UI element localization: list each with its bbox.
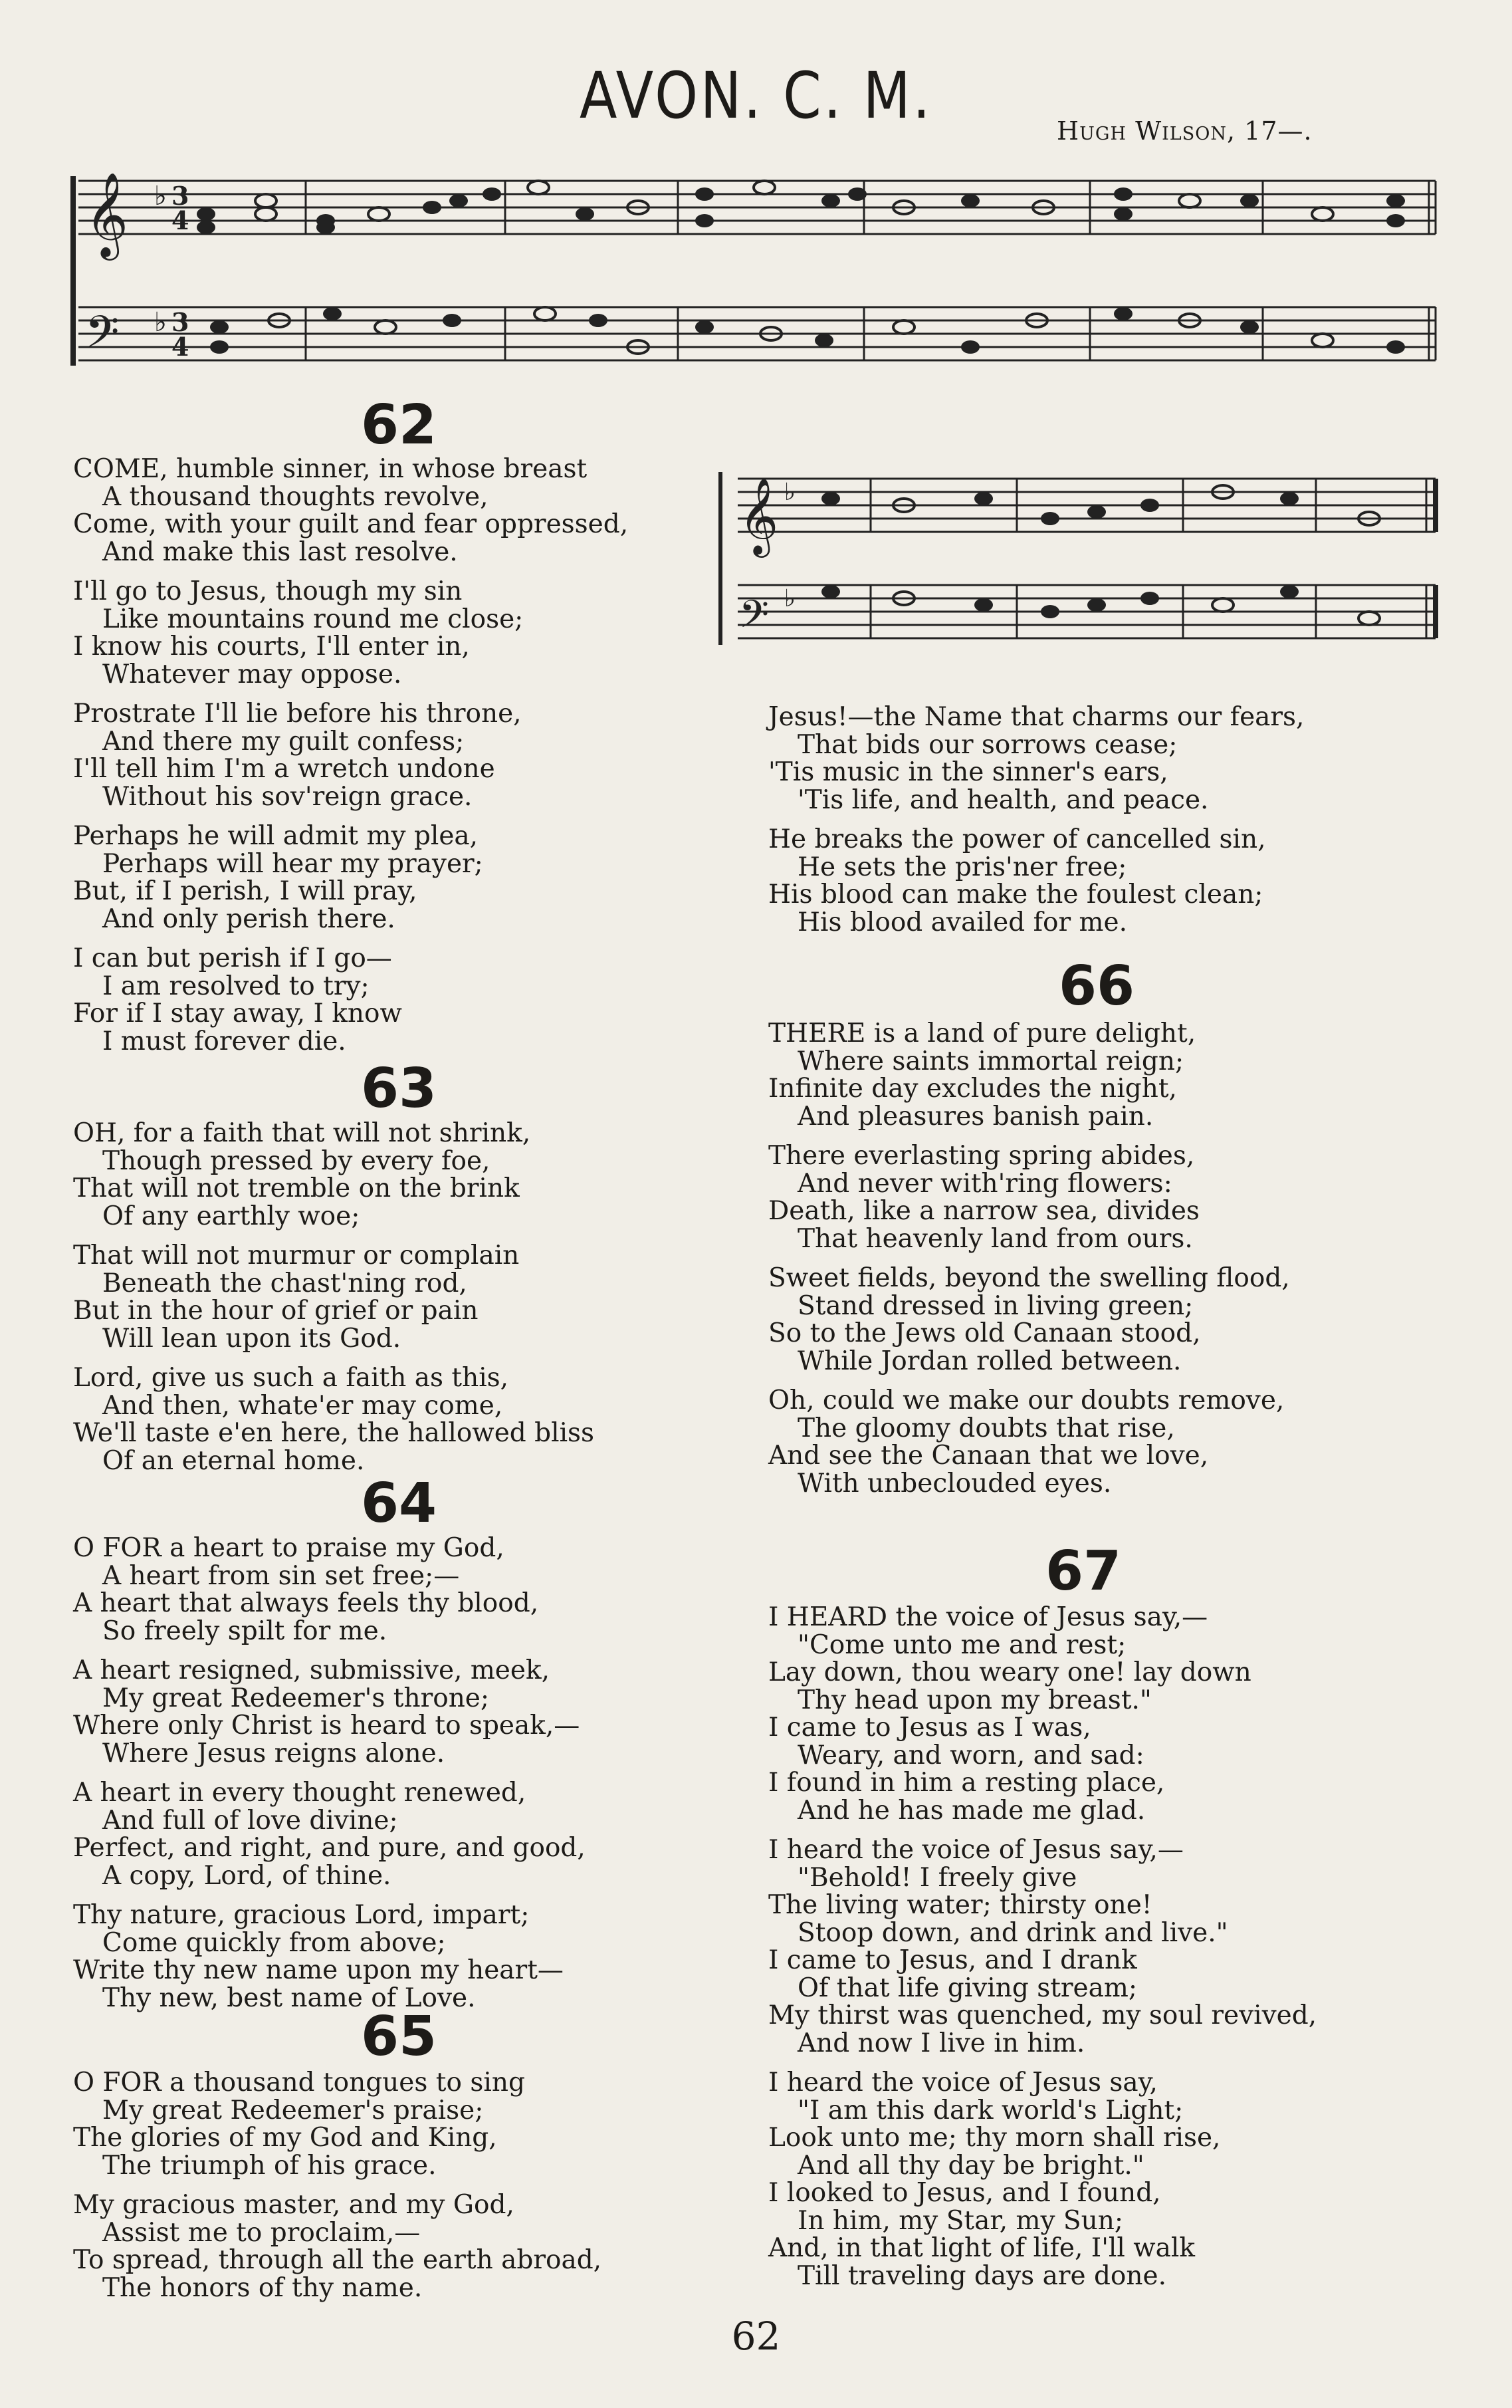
line: Stand dressed in living green;: [798, 1290, 1194, 1321]
line: Write thy new name upon my heart—: [73, 1955, 564, 1985]
line: Of any earthly woe;: [102, 1201, 360, 1231]
line: So to the Jews old Canaan stood,: [768, 1318, 1201, 1348]
line: And make this last resolve.: [102, 537, 458, 567]
svg-text:♭: ♭: [154, 181, 167, 211]
line: And never with'ring flowers:: [798, 1168, 1172, 1199]
line: That bids our sorrows cease;: [798, 729, 1178, 760]
line: Thy nature, gracious Lord, impart;: [73, 1900, 530, 1930]
stanza: [768, 1264, 1473, 1375]
line: And, in that light of life, I'll walk: [768, 2233, 1196, 2263]
line: And pleasures banish pain.: [798, 1101, 1154, 1132]
stanza: [768, 1604, 1473, 1824]
stanza: [73, 455, 711, 566]
line: Thy head upon my breast.": [798, 1685, 1152, 1715]
line: That heavenly land from ours.: [798, 1223, 1193, 1254]
hymn-65-part1: [73, 2069, 711, 2314]
line: That will not tremble on the brink: [73, 1173, 520, 1203]
line: Though pressed by every foe,: [102, 1145, 490, 1176]
hymn-62: [73, 455, 711, 1067]
line: But in the hour of grief or pain: [73, 1296, 479, 1326]
line: Of that life giving stream;: [798, 1973, 1137, 2003]
line: His blood can make the foulest clean;: [768, 880, 1263, 909]
stanza: [73, 1657, 711, 1767]
hymn-number-65: 65: [360, 2005, 437, 2068]
stanza: [73, 2191, 711, 2302]
stanza: [73, 1779, 711, 1889]
line: A heart from sin set free;—: [102, 1560, 460, 1591]
line: And there my guilt confess;: [102, 726, 465, 757]
line: Prostrate I'll lie before his throne,: [73, 699, 522, 729]
line: Where Jesus reigns alone.: [102, 1738, 445, 1768]
line: I am resolved to try;: [102, 971, 370, 1001]
line: I heard the voice of Jesus say,: [768, 2068, 1158, 2098]
line: And he has made me glad.: [798, 1795, 1146, 1826]
line: Thy new, best name of Love.: [102, 1983, 476, 2013]
line: Of an eternal home.: [102, 1445, 365, 1476]
line: Sweet fields, beyond the swelling flood,: [768, 1263, 1290, 1293]
line: I'll go to Jesus, though my sin: [73, 576, 463, 606]
svg-text:♭: ♭: [784, 585, 796, 612]
stanza: [73, 2069, 711, 2179]
svg-text:3: 3: [171, 307, 189, 337]
svg-text:4: 4: [171, 332, 189, 362]
line: A heart resigned, submissive, meek,: [73, 1655, 550, 1685]
line: I found in him a resting place,: [768, 1768, 1165, 1798]
music-score-continuation: [718, 452, 1462, 665]
line: So freely spilt for me.: [102, 1616, 387, 1646]
line: We'll taste e'en here, the hallowed bliss: [73, 1418, 595, 1448]
stanza: [768, 703, 1473, 814]
line: There everlasting spring abides,: [768, 1141, 1195, 1171]
svg-text:𝄢: 𝄢: [85, 306, 120, 368]
line: But, if I perish, I will pray,: [73, 876, 417, 906]
line: A heart that always feels thy blood,: [73, 1588, 539, 1618]
line: I know his courts, I'll enter in,: [73, 632, 470, 662]
line: I must forever die.: [102, 1026, 346, 1056]
line: Perfect, and right, and pure, and good,: [73, 1833, 586, 1863]
line: The honors of thy name.: [102, 2272, 423, 2303]
stanza: [73, 1364, 711, 1475]
line: Till traveling days are done.: [798, 2260, 1167, 2291]
line: O FOR a thousand tongues to sing: [73, 2068, 525, 2098]
line: I came to Jesus as I was,: [768, 1713, 1091, 1743]
line: My gracious master, and my God,: [73, 2190, 514, 2220]
hymn-number-66: 66: [1058, 955, 1135, 1018]
stanza: [73, 700, 711, 810]
hymn-66: [768, 1020, 1473, 1509]
line: Infinite day excludes the night,: [768, 1074, 1177, 1104]
stanza: [73, 1901, 711, 2012]
line: Lay down, thou weary one! lay down: [768, 1657, 1251, 1687]
composer-credit: Hugh Wilson, 17—.: [1057, 116, 1313, 146]
line: "I am this dark world's Light;: [798, 2095, 1184, 2125]
line: I came to Jesus, and I drank: [768, 1945, 1137, 1975]
line: Come, with your guilt and fear oppressed,: [73, 509, 629, 539]
line: Where saints immortal reign;: [798, 1046, 1184, 1076]
line: Where only Christ is heard to speak,—: [73, 1711, 580, 1741]
line: A thousand thoughts revolve,: [102, 481, 488, 512]
line: "Come unto me and rest;: [798, 1629, 1127, 1660]
line: I HEARD the voice of Jesus say,—: [768, 1602, 1208, 1632]
line: THERE is a land of pure delight,: [768, 1019, 1196, 1048]
line: Jesus!—the Name that charms our fears,: [768, 702, 1305, 732]
hymn-65-part2: [768, 703, 1473, 948]
stanza: [73, 1534, 711, 1645]
stanza: [768, 826, 1473, 936]
line: He breaks the power of cancelled sin,: [768, 824, 1266, 854]
line: I'll tell him I'm a wretch undone: [73, 754, 495, 784]
line: 'Tis life, and health, and peace.: [798, 784, 1209, 815]
line: Beneath the chast'ning rod,: [102, 1268, 467, 1298]
svg-text:♭: ♭: [784, 479, 796, 506]
line: He sets the pris'ner free;: [798, 852, 1127, 882]
stanza: [768, 1836, 1473, 2057]
line: While Jordan rolled between.: [798, 1346, 1182, 1376]
line: I can but perish if I go—: [73, 943, 392, 973]
line: My great Redeemer's praise;: [102, 2095, 484, 2125]
line: In him, my Star, my Sun;: [798, 2205, 1123, 2236]
line: I heard the voice of Jesus say,—: [768, 1835, 1184, 1865]
line: And only perish there.: [102, 903, 395, 934]
line: Like mountains round me close;: [102, 604, 524, 634]
line: Lord, give us such a faith as this,: [73, 1363, 509, 1393]
line: COME, humble sinner, in whose breast: [73, 454, 588, 484]
line: Without his sov'reign grace.: [102, 781, 473, 812]
line: A copy, Lord, of thine.: [102, 1860, 391, 1891]
line: 'Tis music in the sinner's ears,: [768, 757, 1168, 787]
line: With unbeclouded eyes.: [798, 1468, 1112, 1499]
line: Come quickly from above;: [102, 1927, 446, 1958]
line: Will lean upon its God.: [102, 1323, 401, 1354]
hymn-63: [73, 1120, 711, 1487]
stanza: [768, 1020, 1473, 1130]
line: Weary, and worn, and sad:: [798, 1740, 1144, 1770]
line: The glories of my God and King,: [73, 2123, 497, 2153]
line: Look unto me; thy morn shall rise,: [768, 2123, 1221, 2153]
hymn-number-63: 63: [360, 1057, 437, 1120]
svg-text:𝄞: 𝄞: [85, 172, 129, 257]
line: "Behold! I freely give: [798, 1862, 1077, 1893]
page-number: 62: [731, 2314, 781, 2359]
line: And see the Canaan that we love,: [768, 1441, 1209, 1471]
stanza: [73, 1242, 711, 1352]
line: And now I live in him.: [798, 2028, 1085, 2058]
line: Oh, could we make our doubts remove,: [768, 1385, 1285, 1415]
svg-text:♭: ♭: [154, 307, 167, 338]
stanza: [73, 1120, 711, 1230]
music-score-main: [0, 0, 1512, 399]
line: The triumph of his grace.: [102, 2150, 437, 2181]
hymn-number-62: 62: [360, 394, 437, 457]
svg-text:𝄞: 𝄞: [739, 477, 779, 554]
line: My great Redeemer's throne;: [102, 1683, 490, 1713]
line: The gloomy doubts that rise,: [798, 1413, 1175, 1443]
line: Perhaps he will admit my plea,: [73, 821, 479, 851]
line: O FOR a heart to praise my God,: [73, 1533, 504, 1563]
line: For if I stay away, I know: [73, 999, 402, 1028]
line: Whatever may oppose.: [102, 659, 402, 689]
line: And all thy day be bright.": [798, 2150, 1144, 2181]
svg-text:𝄢: 𝄢: [739, 592, 770, 646]
line: Stoop down, and drink and live.": [798, 1917, 1228, 1948]
line: That will not murmur or complain: [73, 1241, 520, 1270]
line: My thirst was quenched, my soul revived,: [768, 2000, 1317, 2030]
line: And full of love divine;: [102, 1805, 398, 1836]
stanza: [768, 2069, 1473, 2290]
stanza: [73, 578, 711, 688]
line: And then, whate'er may come,: [102, 1390, 503, 1421]
hymn-64: [73, 1534, 711, 2024]
line: OH, for a faith that will not shrink,: [73, 1118, 531, 1148]
stanza: [768, 1142, 1473, 1253]
svg-text:3: 3: [171, 181, 189, 211]
line: To spread, through all the earth abroad,: [73, 2245, 602, 2275]
line: Death, like a narrow sea, divides: [768, 1196, 1200, 1226]
stanza: [768, 1387, 1473, 1497]
line: His blood availed for me.: [798, 907, 1127, 937]
svg-text:4: 4: [171, 205, 189, 235]
stanza: [73, 945, 711, 1055]
line: A heart in every thought renewed,: [73, 1778, 526, 1808]
hymn-number-64: 64: [360, 1472, 437, 1535]
hymn-67: [768, 1604, 1473, 2302]
line: Assist me to proclaim,—: [102, 2217, 421, 2248]
stanza: [73, 822, 711, 933]
line: I looked to Jesus, and I found,: [768, 2178, 1161, 2208]
tune-title: AVON. C. M.: [580, 59, 932, 133]
line: Perhaps will hear my prayer;: [102, 848, 483, 879]
hymn-number-67: 67: [1045, 1540, 1122, 1603]
line: The living water; thirsty one!: [768, 1890, 1152, 1920]
